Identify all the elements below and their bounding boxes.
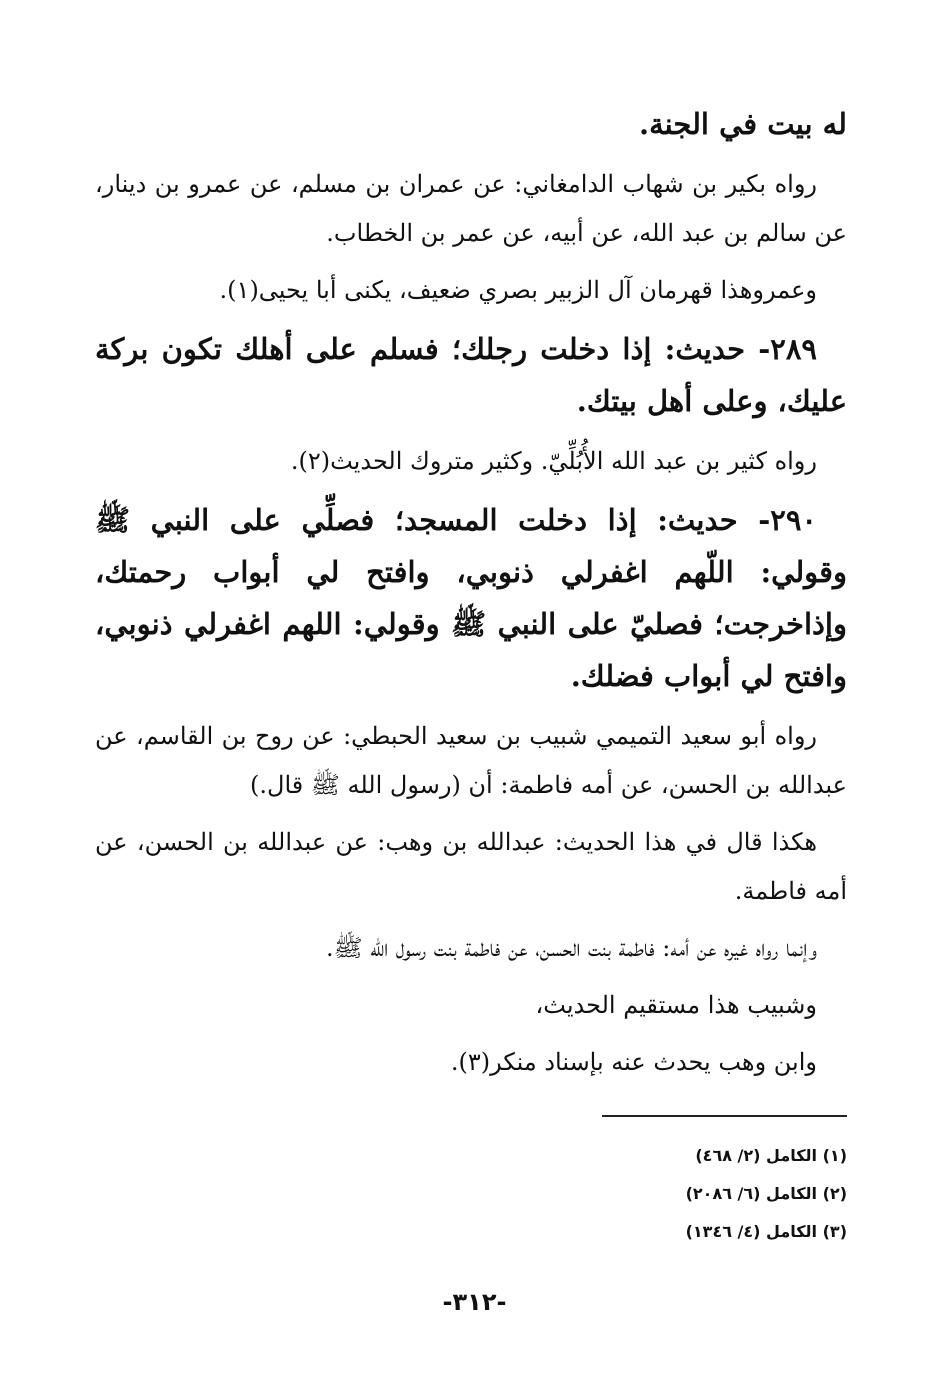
footnote-1: (١) الكامل (٢/ ٤٦٨) <box>695 1146 847 1165</box>
continuation-heading: له بيت في الجنة. <box>638 107 847 141</box>
paragraph-narration-5: وإنما رواه غيره عن أمه: فاطمة بنت الحسن، عن فاطمة بنت رسول الله ﷺ. <box>325 934 817 962</box>
hadith-289: ٢٨٩- حديث: إذا دخلت رجلك؛ فسلم على أهلك تكون بركة عليك، وعلى أهل بيتك. <box>95 332 847 418</box>
paragraph-narrator-note-1: وعمروهذا قهرمان آل الزبير بصري ضعيف، يكنى أبا يحيى(١). <box>219 276 817 304</box>
footnotes <box>105 1115 847 1251</box>
footnote-divider <box>602 1115 847 1117</box>
paragraph-narration-1: رواه بكير بن شهاب الدامغاني: عن عمران بن مسلم، عن عمرو بن دينار، عن سالم بن عبد الله، عن أبيه، عن عمر بن الخطاب. <box>95 170 847 247</box>
footnote-3: (٣) الكامل (٤/ ١٣٤٦) <box>685 1222 847 1241</box>
paragraph-narration-3: رواه أبو سعيد التميمي شبيب بن سعيد الحبطي: عن روح بن القاسم، عن عبدالله بن الحسن، عن أمه فاطمة: أن (رسول الله ﷺ قال.) <box>95 722 847 799</box>
paragraph-narrator-note-2: وشبيب هذا مستقيم الحديث، <box>535 991 817 1019</box>
hadith-290: ٢٩٠- حديث: إذا دخلت المسجد؛ فصلِّي على النبي ﷺ وقولي: اللّهم اغفرلي ذنوبي، وافتح لي أبواب رحمتك، وإذاخرجت؛ فصليّ على النبي ﷺ وقولي: اللهم اغفرلي ذنوبي، وافتح لي أبواب فضلك. <box>95 503 847 693</box>
paragraph-narration-2: رواه كثير بن عبد الله الأُبُلِّيّ. وكثير متروك الحديث(٢). <box>290 447 817 475</box>
page-number: -٣١٢- <box>442 1288 507 1316</box>
footnote-2: (٢) الكامل (٦/ ٢٠٨٦) <box>685 1184 847 1203</box>
paragraph-narrator-note-3: وابن وهب يحدث عنه بإسناد منكر(٣). <box>450 1048 817 1076</box>
paragraph-narration-4: هكذا قال في هذا الحديث: عبدالله بن وهب: عن عبدالله بن الحسن، عن أمه فاطمة. <box>95 828 847 905</box>
page-body <box>95 100 847 1095</box>
